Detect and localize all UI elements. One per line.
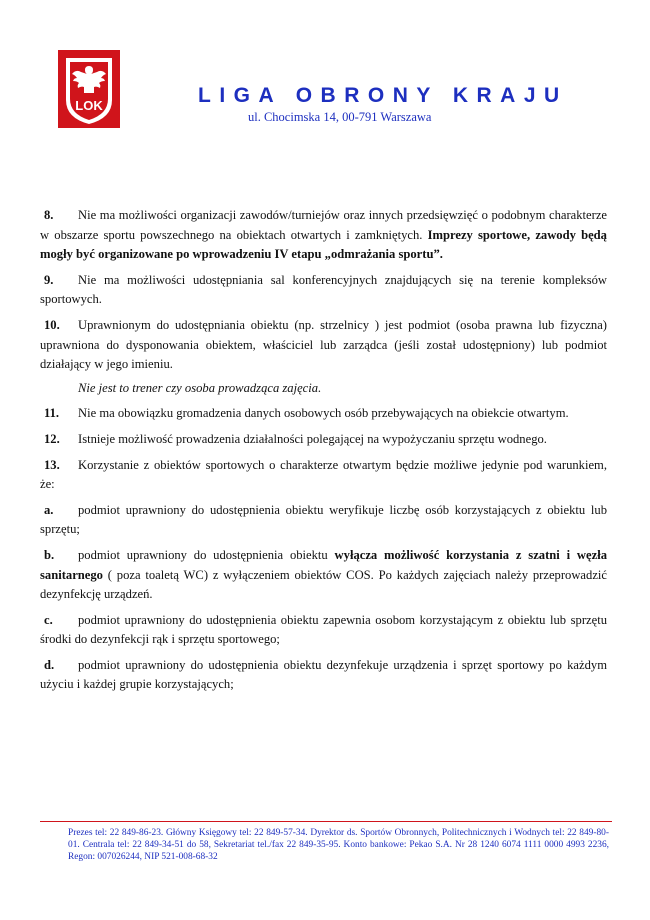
list-item-8 xyxy=(40,206,607,265)
footer-contact-info: Prezes tel: 22 849-86-23. Główny Księgowy tel: 22 849-57-34. Dyrektor ds. Sportów Obronnych, Politechnicznych i Wodnych tel: 22 849-80-01. Centrala tel: 22 849-34-51 do 58, Sekretariat tel./fax 22 849-35-95. Konto bankowe: Pekao S.A. Nr 28 1240 6074 1111 0000 4993 2236, Regon: 007026244, NIP 521-008-68-32 xyxy=(68,828,609,862)
item-text: podmiot uprawniony do udostępnienia obiektu weryfikuje liczbę osób korzystających z obiektu lub sprzętu; xyxy=(40,502,607,537)
list-item-b xyxy=(40,546,607,605)
document-body xyxy=(40,206,607,701)
item-letter: a. xyxy=(44,502,54,517)
list-item-9 xyxy=(40,271,607,310)
item-letter: b. xyxy=(44,547,55,562)
item-text: podmiot uprawniony do udostępnienia obiektu zapewnia osobom korzystającym z obiektu lub sprzętu środki do dezynfekcji rąk i sprzętu sportowego; xyxy=(40,612,607,647)
item-bold-text: wyłącza możliwość korzystania z szatni i węzła sanitarnego xyxy=(40,547,607,582)
item-text: Uprawnionym do udostępniania obiektu (np. strzelnicy ) jest podmiot (osoba prawna lub fizyczna) uprawniona do dysponowania obiektem, właściciel lub zarządca (jeśli został udostępniony) lub podmiot działający w jego imieniu. xyxy=(40,317,607,372)
item-text: Nie ma możliwości udostępniania sal konferencyjnych znajdujących się na terenie kompleksów sportowych. xyxy=(40,272,607,307)
list-item-c xyxy=(40,611,607,650)
footer-divider xyxy=(40,821,612,822)
item-number: 8. xyxy=(44,208,54,222)
item-number: 12. xyxy=(44,431,60,446)
list-item-d xyxy=(40,656,607,695)
item-text-continued: ( poza toaletą WC) z wyłączeniem obiektów COS. Po każdych zajęciach należy przeprowadzić dezynfekcję urządzeń. xyxy=(40,567,607,602)
list-item-a xyxy=(40,501,607,540)
item-number: 13. xyxy=(44,457,60,472)
item-number: 10. xyxy=(44,317,60,332)
list-item-13 xyxy=(40,456,607,495)
organization-name: LIGA OBRONY KRAJU xyxy=(198,84,568,107)
logo-lettering: LOK xyxy=(75,98,103,113)
item-letter: c. xyxy=(44,612,53,627)
organization-address: ul. Chocimska 14, 00-791 Warszawa xyxy=(248,110,432,124)
item-text: podmiot uprawniony do udostępnienia obiektu dezynfekuje urządzenia i sprzęt sportowy po każdym użyciu i każdej grupie korzystających; xyxy=(40,657,607,692)
item-number: 11. xyxy=(44,406,60,421)
item-letter: d. xyxy=(44,657,55,672)
item-10-note: Nie jest to trener czy osoba prowadząca zajęcia. xyxy=(78,380,322,395)
item-text: Korzystanie z obiektów sportowych o charakterze otwartym będzie możliwe jedynie pod warunkiem, że: xyxy=(40,457,607,492)
item-number: 9. xyxy=(44,272,54,287)
item-bold-text: Imprezy sportowe, zawody będą mogły być organizowane po wprowadzeniu IV etapu „odmrażania sportu”. xyxy=(40,227,607,262)
list-item-11 xyxy=(40,404,607,424)
item-text: podmiot uprawniony do udostępnienia obiektu xyxy=(78,547,335,562)
list-item-12 xyxy=(40,430,607,450)
item-text: Nie ma obowiązku gromadzenia danych osobowych osób przebywających na obiekcie otwartym. xyxy=(78,406,569,421)
lok-emblem-logo xyxy=(58,50,120,128)
item-text: Nie ma możliwości organizacji zawodów/turniejów oraz innych przedsięwzięć o podobnym charakterze w obszarze sportu powszechnego na obiektach otwartych i zamkniętych. xyxy=(40,208,607,242)
list-item-10 xyxy=(40,316,607,375)
item-text: Istnieje możliwość prowadzenia działalności polegającej na wypożyczaniu sprzętu wodnego. xyxy=(78,431,547,446)
